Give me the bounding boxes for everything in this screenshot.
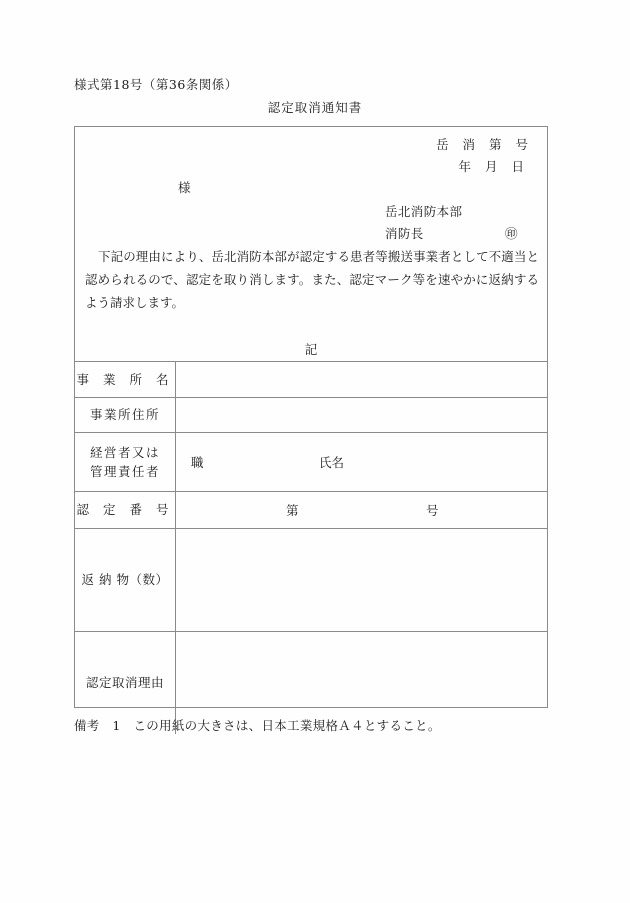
document-number-line: 岳 消 第 号: [436, 137, 533, 152]
addressee-suffix: 様: [178, 180, 191, 195]
field-label-gou: 号: [426, 502, 439, 518]
input-returned-items[interactable]: [176, 528, 548, 631]
page-title: 認定取消通知書: [267, 100, 363, 115]
label-manager: [75, 432, 176, 491]
table-row: [75, 528, 547, 631]
label-returned-items: 返 納 物（数）: [75, 528, 176, 631]
input-business-address[interactable]: [176, 397, 548, 432]
field-label-person-name: 氏名: [319, 454, 345, 470]
form-code-label: 様式第18号（第36条関係）: [74, 77, 238, 92]
footer-note: 備考 1 この用紙の大きさは、日本工業規格Ａ４とすること。: [74, 718, 441, 733]
label-manager-line2: 管理責任者: [89, 463, 160, 479]
preamble-section: [75, 127, 547, 336]
table-row: [75, 432, 547, 491]
form-table: [75, 362, 547, 734]
input-manager[interactable]: [176, 432, 548, 491]
table-row: [75, 491, 547, 528]
form-frame: [74, 126, 548, 708]
label-business-name: 事 業 所 名: [75, 362, 176, 397]
issuer-title: 消防長: [385, 226, 424, 241]
table-row: [75, 362, 547, 397]
field-label-job: 職: [191, 454, 204, 470]
label-certification-number: 認 定 番 号: [75, 491, 176, 528]
field-label-dai: 第: [286, 502, 299, 518]
seal-icon: ㊞: [505, 226, 518, 241]
input-business-name[interactable]: [176, 362, 548, 397]
issuer-organization: 岳北消防本部: [385, 204, 463, 219]
input-certification-number[interactable]: [176, 491, 548, 528]
label-revocation-reason: 認定取消理由: [75, 631, 176, 734]
kiroku-label: 記: [304, 342, 318, 357]
kiroku-divider-row: [75, 336, 547, 362]
body-paragraph: 下記の理由により、岳北消防本部が認定する患者等搬送事業者として不適当と認められるので、認定を取り消します。また、認定マーク等を速やかに返納するよう請求します。: [85, 249, 539, 310]
table-row: [75, 397, 547, 432]
document-date-line: 年 月 日: [458, 159, 529, 174]
label-manager-line1: 経営者又は: [89, 444, 160, 460]
label-business-address: 事業所住所: [75, 397, 176, 432]
